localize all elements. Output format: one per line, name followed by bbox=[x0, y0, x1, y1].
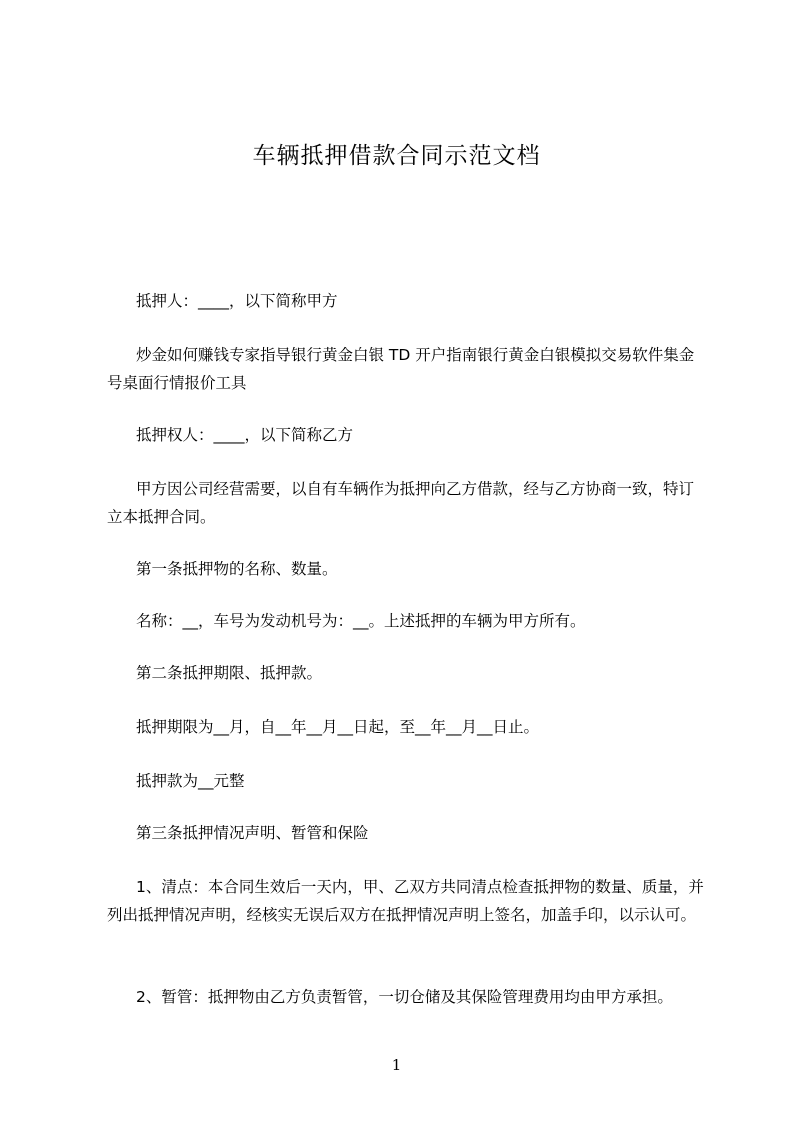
paragraph-preamble: 甲方因公司经营需要，以自有车辆作为抵押向乙方借款，经与乙方协商一致，特订立本抵押合同。 bbox=[107, 480, 695, 526]
article-2-heading: 第二条抵押期限、抵押款。 bbox=[136, 664, 323, 682]
document-title: 车辆抵押借款合同示范文档 bbox=[252, 143, 541, 169]
article-3-heading: 第三条抵押情况声明、暂管和保险 bbox=[136, 824, 369, 842]
paragraph-term: 抵押期限为__月，自__年__月__日起，至__年__月__日止。 bbox=[136, 718, 540, 736]
paragraph-item-name: 名称：__，车号为发动机号为：__。上述抵押的车辆为甲方所有。 bbox=[136, 612, 586, 630]
article-1-heading: 第一条抵押物的名称、数量。 bbox=[136, 560, 338, 578]
paragraph-inventory: 1、清点：本合同生效后一天内，甲、乙双方共同清点检查抵押物的数量、质量，并列出抵押情况声明，经核实无误后双方在抵押情况声明上签名，加盖手印，以示认可。 bbox=[107, 878, 704, 924]
paragraph-mortgagor: 抵押人：____，以下简称甲方 bbox=[136, 292, 338, 310]
paragraph-amount: 抵押款为__元整 bbox=[136, 772, 245, 790]
page-number: 1 bbox=[391, 1056, 402, 1074]
paragraph-custody: 2、暂管：抵押物由乙方负责暂管，一切仓储及其保险管理费用均由甲方承担。 bbox=[136, 988, 673, 1006]
paragraph-mortgagee: 抵押权人：____，以下简称乙方 bbox=[136, 426, 354, 444]
paragraph-inserted-ad: 炒金如何赚钱专家指导银行黄金白银 TD 开户指南银行黄金白银模拟交易软件集金号桌面行情报价工具 bbox=[107, 346, 695, 392]
